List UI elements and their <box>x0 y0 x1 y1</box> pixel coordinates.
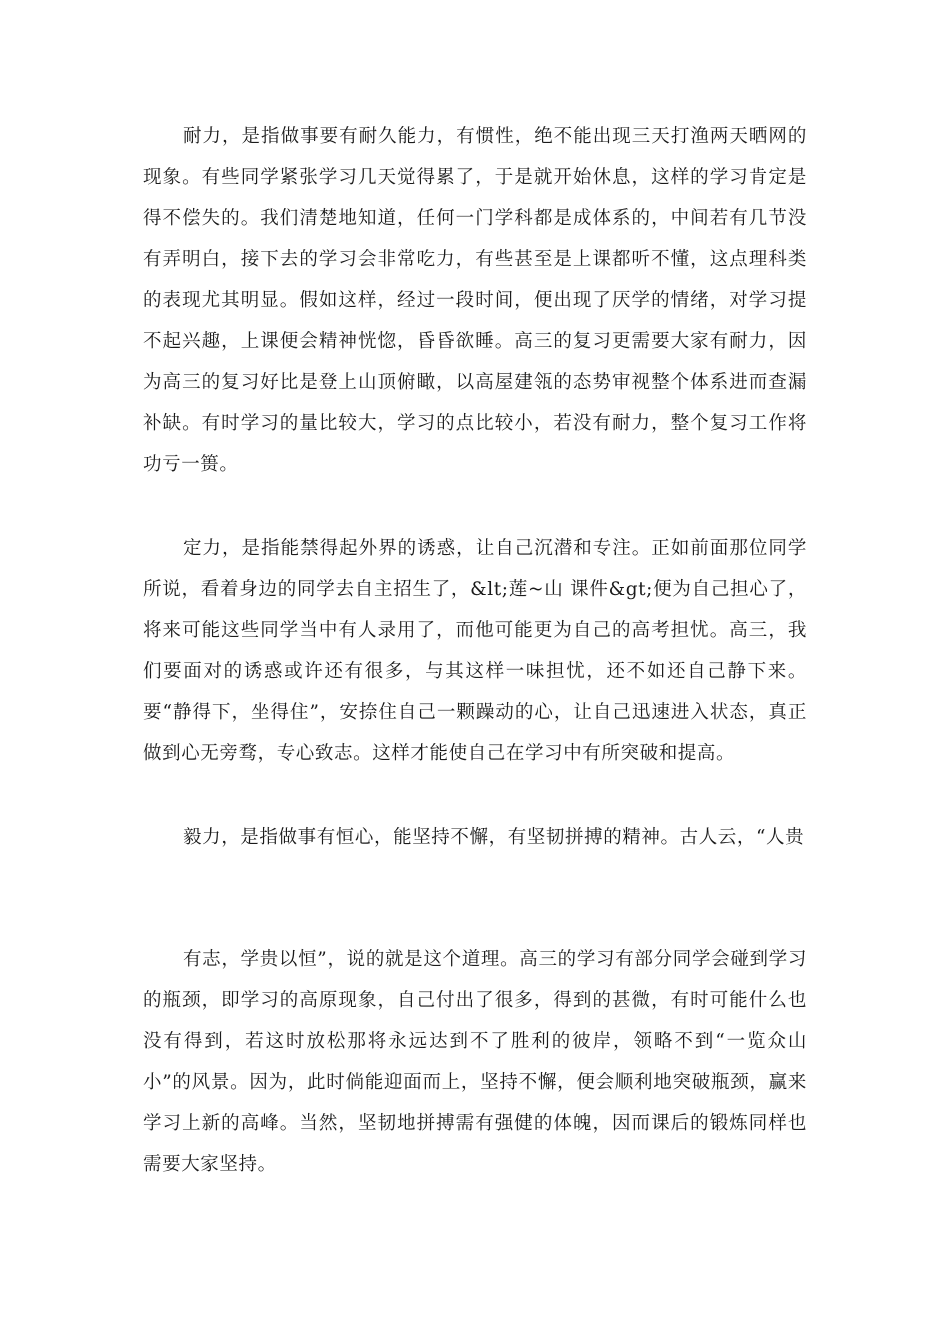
paragraph-concentration: 定力，是指能禁得起外界的诱惑，让自己沉潜和专注。正如前面那位同学所说，看着身边的同学去自主招生了，&lt;莲~山 课件&gt;便为自己担心了，将来可能这些同学当中有人录用了，而他可能更为自己的高考担忧。高三，我们要面对的诱惑或许还有很多，与其这样一味担忧，还不如还自己静下来。要“静得下，坐得住”，安捺住自己一颗躁动的心，让自己迅速进入状态，真正做到心无旁骛，专心致志。这样才能使自己在学习中有所突破和提高。 <box>143 538 807 764</box>
paragraph-endurance: 耐力，是指做事要有耐久能力，有惯性，绝不能出现三天打渔两天晒网的现象。有些同学紧张学习几天觉得累了，于是就开始休息，这样的学习肯定是得不偿失的。我们清楚地知道，任何一门学科都是成体系的，中间若有几节没有弄明白，接下去的学习会非常吃力，有些甚至是上课都听不懂，这点理科类的表现尤其明显。假如这样，经过一段时间，便出现了厌学的情绪，对学习提不起兴趣，上课便会精神恍惚，昏昏欲睡。高三的复习更需要大家有耐力，因为高三的复习好比是登上山顶俯瞰，以高屋建瓴的态势审视整个体系进而查漏补缺。有时学习的量比较大，学习的点比较小，若没有耐力，整个复习工作将功亏一篑。 <box>143 126 807 475</box>
paragraph-perseverance-continued: 有志，学贵以恒”，说的就是这个道理。高三的学习有部分同学会碰到学习的瓶颈，即学习的高原现象，自己付出了很多，得到的甚微，有时可能什么也没有得到，若这时放松那将永远达到不了胜利的彼岸，领略不到“一览众山小”的风景。因为，此时倘能迎面而上，坚持不懈，便会顺利地突破瓶颈，赢来学习上新的高峰。当然，坚韧地拼搏需有强健的体魄，因而课后的锻炼同样也需要大家坚持。 <box>143 949 807 1175</box>
paragraph-perseverance-start: 毅力，是指做事有恒心，能坚持不懈，有坚韧拼搏的精神。古人云，“人贵 <box>183 827 805 848</box>
